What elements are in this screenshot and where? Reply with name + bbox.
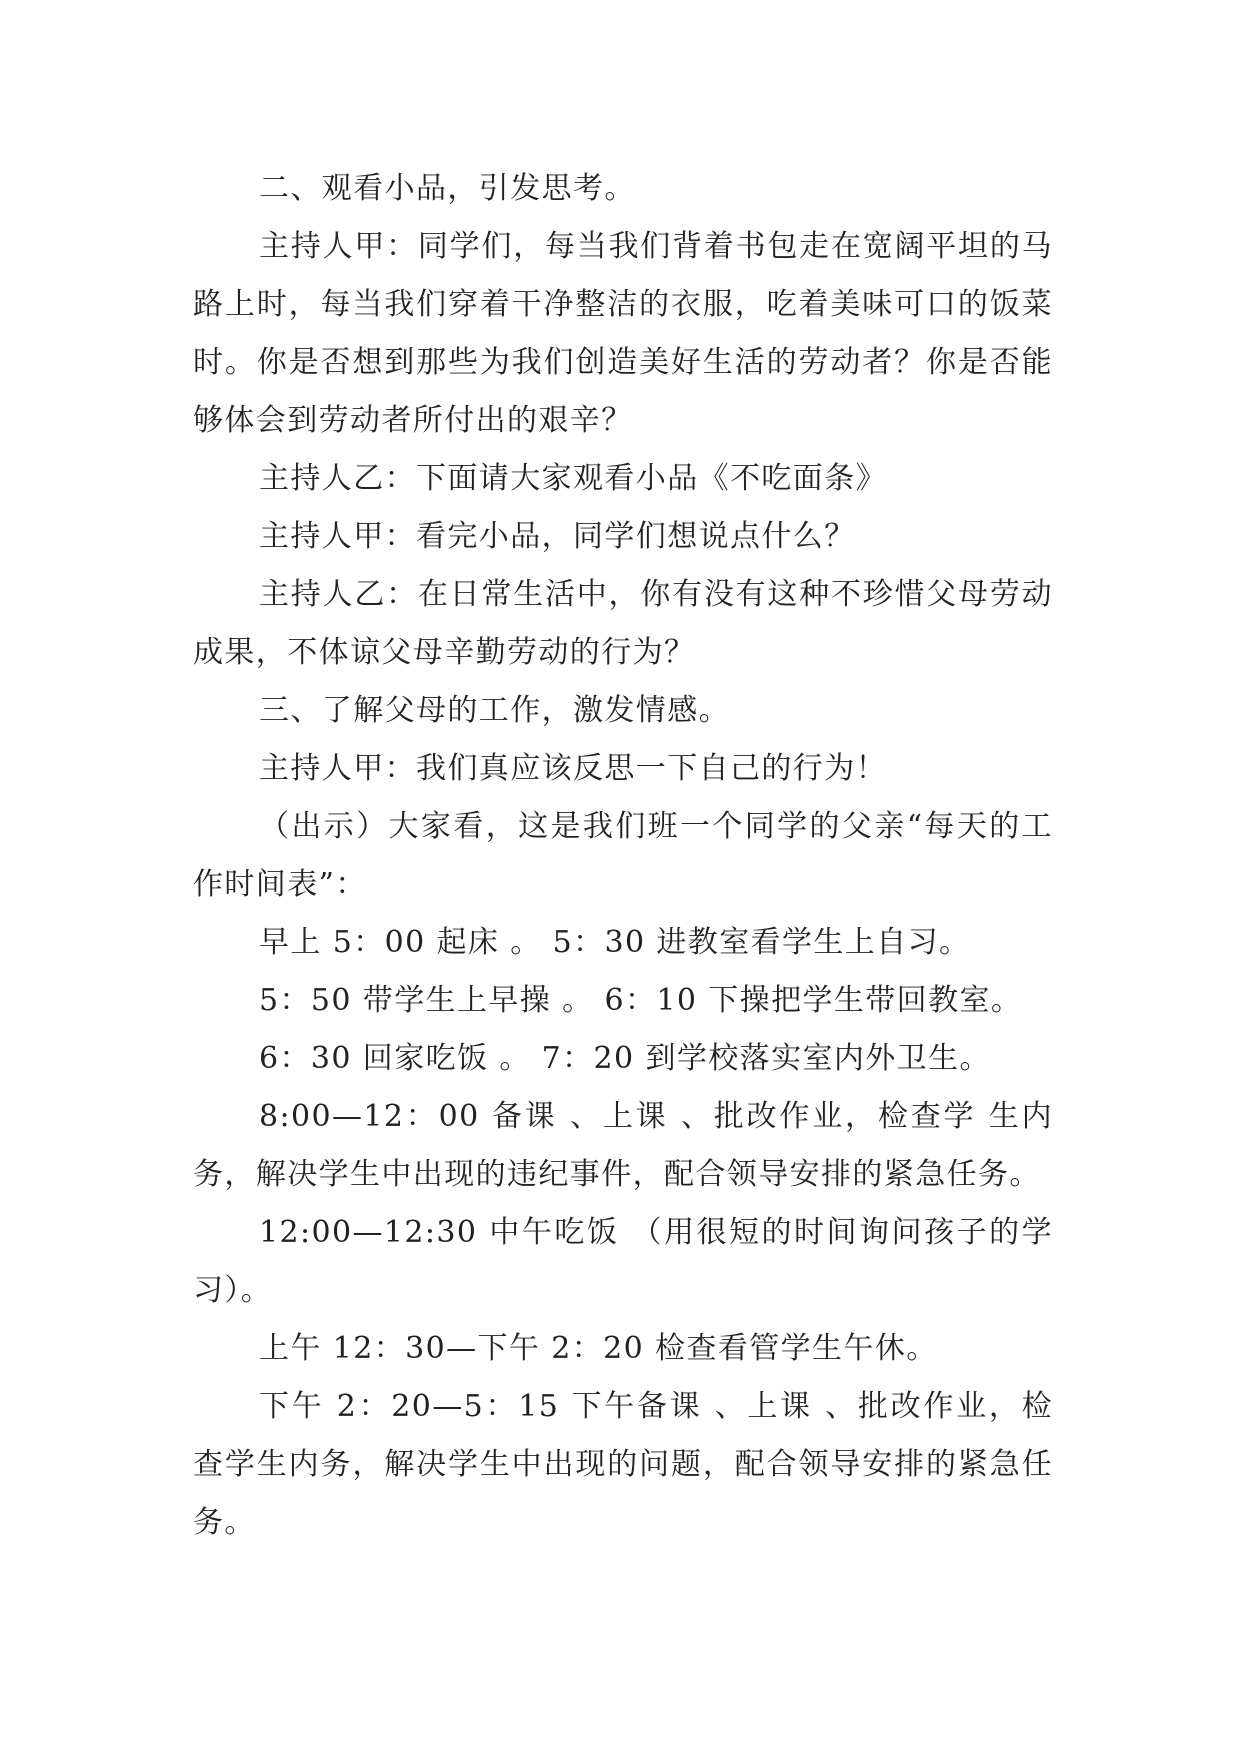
paragraph-show-schedule: （出示）大家看，这是我们班一个同学的父亲“每天的工作时间表”：	[193, 809, 1053, 902]
paragraph-host-b-sketch: 主持人乙：下面请大家观看小品《不吃面条》	[259, 461, 887, 496]
section-heading-2: 二、观看小品，引发思考。	[259, 171, 636, 206]
schedule-item: 6：30 回家吃饭 。 7：20 到学校落实室内外卫生。	[259, 1041, 991, 1076]
schedule-item: 上午 12：30—下午 2：20 检查看管学生午休。	[259, 1331, 938, 1366]
document-body	[193, 160, 1053, 1552]
paragraph-host-a-intro: 主持人甲：同学们，每当我们背着书包走在宽阔平坦的马路上时，每当我们穿着干净整洁的衣服，吃着美味可口的饭菜时。你是否想到那些为我们创造美好生活的劳动者？你是否能够体会到劳动者所付出的艰辛？	[193, 229, 1053, 438]
schedule-item: 8:00—12：00 备课 、上课 、批改作业，检查学 生内务，解决学生中出现的违纪事件，配合领导安排的紧急任务。	[193, 1099, 1053, 1192]
paragraph-host-b-reflection: 主持人乙：在日常生活中，你有没有这种不珍惜父母劳动成果，不体谅父母辛勤劳动的行为？	[193, 577, 1053, 670]
paragraph-host-a-reflect: 主持人甲：我们真应该反思一下自己的行为！	[259, 751, 887, 786]
section-heading-3: 三、了解父母的工作，激发情感。	[259, 693, 730, 728]
schedule-item: 12:00—12:30 中午吃饭 （用很短的时间询问孩子的学习）。	[193, 1215, 1053, 1308]
paragraph-host-a-question: 主持人甲：看完小品，同学们想说点什么？	[259, 519, 856, 554]
schedule-item: 下午 2：20—5：15 下午备课 、上课 、批改作业，检查学生内务，解决学生中出现的问题，配合领导安排的紧急任务。	[193, 1389, 1053, 1540]
schedule-item: 5：50 带学生上早操 。 6：10 下操把学生带回教室。	[259, 983, 1023, 1018]
schedule-item: 早上 5：00 起床 。 5：30 进教室看学生上自习。	[259, 925, 971, 960]
